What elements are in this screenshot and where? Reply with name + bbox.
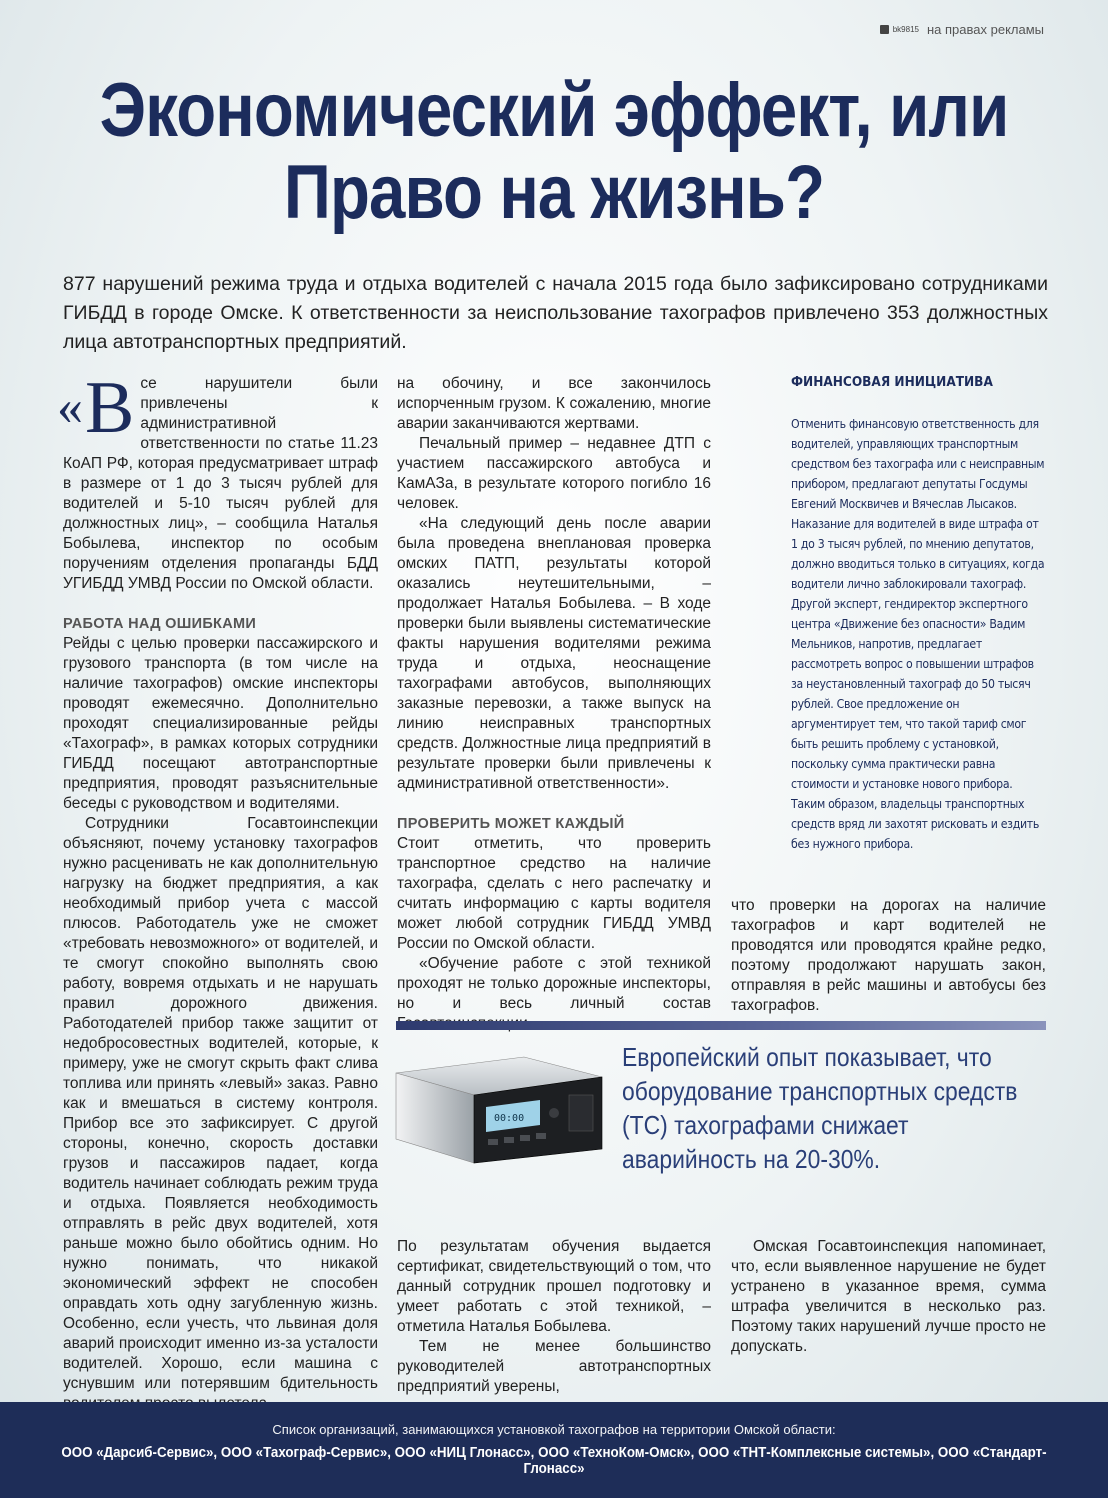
sidebar-title: ФИНАНСОВАЯ ИНИЦИАТИВА	[791, 374, 993, 390]
column-2	[397, 374, 711, 1034]
col3-paragraph: что проверки на дорогах на наличие тахографов и карт водителей не проводятся или проводятся крайне редко, поэтому продолжают нарушать закон, отправляя в рейс машины и автобусы без тахографов.	[731, 897, 1046, 1014]
col2-paragraph-3: Стоит отметить, что проверить транспортное средство на наличие тахографа, сделать с него распечатку и считать информацию с карты водителя может любой сотрудник ГИБДД УМВД России по Омской области.	[397, 835, 711, 952]
sidebar-financial-initiative	[791, 372, 1046, 854]
bottom2-paragraph-1: По результатам обучения выдается сертификат, свидетельствующий о том, что данный сотрудник прошел подготовку и умеет работать с этой техникой, – отметила Наталья Бобылева.	[397, 1238, 711, 1335]
footer-banner	[0, 1402, 1108, 1498]
lead-paragraph: 877 нарушений режима труда и отдыха водителей с начала 2015 года было зафиксировано сотрудниками ГИБДД в городе Омске. К ответственности за неиспользование тахографов привлечено 353 должностных лица автотранспортных предприятий.	[63, 273, 1048, 353]
intro-paragraph	[57, 367, 378, 594]
column-3-bottom	[731, 1237, 1046, 1357]
title-line-1: Экономический эффект, или	[99, 68, 1009, 153]
page-title	[78, 70, 1031, 234]
device-display-text: 00:00	[494, 1113, 525, 1124]
column-2-bottom	[397, 1237, 711, 1397]
ad-source: bk9815	[892, 25, 919, 34]
footer-line-2: ООО «Дарсиб-Сервис», ООО «Тахограф-Сервис», ООО «НИЦ Глонасс», ООО «ТехноКом-Омск», ООО «ТНТ-Комплексные системы», ООО «Стандарт-Глонасс»	[61, 1445, 1047, 1477]
bottom3-paragraph: Омская Госавтоинспекция напоминает, что, если выявленное нарушение не будет устранено в указанное время, сумма штрафа увеличится в несколько раз. Поэтому таких нарушений лучше просто не допускать.	[731, 1238, 1046, 1355]
column-1	[57, 367, 378, 1414]
bottom2-paragraph-2: Тем не менее большинство руководителей автотранспортных предприятий уверены,	[397, 1338, 711, 1395]
pull-quote: Европейский опыт показывает, что оборудование транспортных средств (ТС) тахографами снижает аварийность на 20-30%.	[622, 1042, 1018, 1174]
col2-paragraph-2: «На следующий день после аварии была проведена внеплановая проверка омских ПАТП, результаты которой оказались неутешительными, – продолжает Наталья Бобылева. – В ходе проверки были выявлены систематические факты нарушения водителями режима труда и отдыха, неоснащение тахографами автобусов, выполняющих заказные перевозки, а также выпуск на линию неисправных транспортных средств. Должностные лица предприятий в результате проверки были привлечены к административной ответственности».	[397, 515, 711, 792]
subhead-check: ПРОВЕРИТЬ МОЖЕТ КАЖДЫЙ	[397, 816, 625, 832]
col1-paragraph-2: Сотрудники Госавтоинспекции объясняют, почему установку тахографов нужно расценивать не как дополнительную нагрузку на бюджет предприятия, а как необходимый прибор учета с массой плюсов. Работодатель уже не сможет «требовать невозможного» от водителей, и те смогут спокойно выполнять свою работу, вовремя отдыхать и не нарушать правил дорожного движения. Работодателей прибор также защитит от недобросовестных водителей, которые, к примеру, уже не смогут скрыть факт слива топлива или принять «левый» заказ. Равно как и вмешаться в систему контроля. Прибор все это зафиксирует. С другой стороны, конечно, скорость доставки грузов и пассажиров падает, когда водитель начинает соблюдать режим труда и отдыха. Появляется необходимость отправлять в рейс двух водителей, хотя раньше можно было обойтись одним. Но нужно понимать, что никакой экономический эффект не способен оправдать хоть одну загубленную жизнь. Особенно, если учесть, что львиная доля аварий происходит именно из-за усталости водителей. Хорошо, если машина с уснувшим или потерявшим бдительность	[63, 815, 378, 1392]
sidebar-text-2: Другой эксперт, гендиректор экспертного центра «Движение без опасности» Вадим Мельников, напротив, предлагает рассмотреть вопрос о повышении штрафов за неустановленный тахограф до 50 тысяч рублей. Свое предложение он аргументирует тем, что такой тариф смог быть решить проблему с установкой, поскольку сумма практически равна стоимости и установке нового прибора. Таким образом, владельцы транспортных средств вряд ли захотят рисковать и ездить без нужного прибора.	[791, 597, 1040, 851]
title-line-2: Право на жизнь?	[283, 150, 825, 235]
tachograph-device-image	[394, 1055, 604, 1165]
advertising-label	[880, 22, 1044, 37]
sidebar-text-1: Отменить финансовую ответственность для водителей, управляющих транспортным средством без тахографа или с неисправным прибором, предлагают депутаты Госдумы Евгений Москвичев и Вячеслав Лысаков. Наказание для водителей в виде штрафа от 1 до 3 тысяч рублей, по мнению депутатов, должно вводиться только в ситуациях, когда водители лично заблокировали тахограф.	[791, 417, 1045, 591]
col2-paragraph-0: на обочину, и все закончилось испорченным грузом. К сожалению, многие аварии заканчиваются жертвами.	[397, 375, 711, 432]
column-3-top	[731, 896, 1046, 1016]
ad-label-text: на правах рекламы	[926, 22, 1044, 37]
dropcap: «В	[57, 367, 135, 449]
open-quote-icon: «	[57, 379, 83, 436]
col1-paragraph-1: Рейды с целью проверки пассажирского и грузового транспорта (в том числе на наличие тахографов) омские инспекторы проводят ежемесячно. Дополнительно проходят специализированные рейды «Тахограф», в рамках которых сотрудники ГИБДД посещают автотранспортные предприятия, проводят разъяснительные беседы с руководством и водителями.	[63, 635, 378, 812]
subhead-errors: РАБОТА НАД ОШИБКАМИ	[63, 616, 257, 632]
intro-text: се нарушители были привлечены к административной ответственности по статье 11.23 КоАП РФ, которая предусматривает штраф в размере от 1 до 3 тысяч рублей для водителей и 5-10 тысяч рублей для должностных лиц», – сообщила Наталья Бобылева, инспектор по особым поручениям отделения пропаганды БДД УГИБДД УМВД России по Омской области.	[63, 375, 378, 592]
footer-line-1: Список организаций, занимающихся установкой тахографов на территории Омской области:	[272, 1422, 836, 1437]
bk-logo-icon	[880, 25, 889, 34]
col2-paragraph-1: Печальный пример – недавнее ДТП с участием пассажирского автобуса и КамАЗа, в результате которого погибло 16 человек.	[397, 435, 711, 512]
col2-paragraph-4: «Обучение работе с этой техникой проходят не только дорожные инспекторы, но и весь личный состав	[397, 955, 711, 1012]
divider-bar	[396, 1021, 1046, 1030]
